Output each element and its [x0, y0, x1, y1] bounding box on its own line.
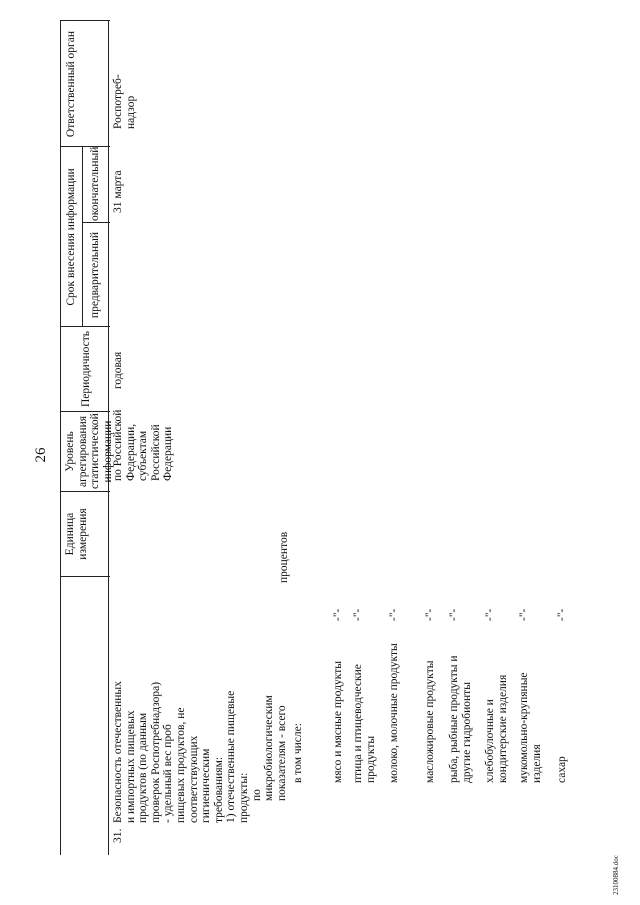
header-final: окончательный	[89, 146, 101, 221]
col-divider-3	[60, 411, 110, 412]
header-responsible: Ответственный орган	[65, 30, 77, 138]
item-label: птица и птицеводческие продукты	[352, 664, 377, 783]
list-item	[352, 643, 377, 783]
aggregation-value: по Российской Федерации, субъектам Российской Федерации	[112, 409, 175, 481]
list-item	[332, 643, 345, 783]
col-divider-2	[60, 491, 110, 492]
doc-reference: 23100884.doc	[612, 855, 620, 895]
list-item-unit: -"-	[388, 608, 400, 621]
item-label: мясо и мясные продукты	[332, 661, 344, 783]
indicator-incl: в том числе:	[292, 723, 305, 783]
list-item	[424, 633, 437, 783]
header-periodicity: Периодичность	[80, 330, 92, 408]
indicator-sub1: 1) отечественные пищевые продукты:	[225, 690, 250, 823]
unit-main: процентов	[278, 531, 290, 583]
responsible-value: Роспотреб-надзор	[112, 74, 137, 129]
header-unit: Единица измерения	[64, 508, 89, 560]
deadline-sub-border	[82, 147, 83, 327]
col-divider-7	[60, 20, 110, 21]
header-deadline: Срок внесения информации	[65, 168, 77, 306]
list-item-unit: -"-	[518, 608, 530, 621]
list-item-unit: -"-	[448, 608, 460, 621]
item-label: хлебобулочные и кондитерские изделия	[484, 674, 509, 783]
row-number: 31.	[112, 828, 124, 843]
col-divider-5	[83, 222, 110, 223]
header-preliminary: предварительный	[89, 231, 101, 319]
item-label: рыба, рыбные продукты и другие гидробионты	[448, 655, 473, 783]
item-label: молоко, молочные продукты	[388, 643, 400, 783]
page-number: 26	[33, 447, 49, 463]
list-item	[518, 643, 543, 783]
list-item-unit: -"-	[484, 608, 496, 621]
list-item-unit: -"-	[332, 608, 344, 621]
col-divider-4	[60, 326, 110, 327]
indicator-column	[112, 577, 305, 823]
header-aggregation: Уровень агрегирования статистической информации	[64, 413, 114, 489]
item-label: мукомольно-крупяные изделия	[518, 672, 543, 783]
list-item-unit: -"-	[424, 608, 436, 621]
list-item	[448, 643, 473, 783]
col-divider-1	[60, 576, 110, 577]
list-item-unit: -"-	[352, 608, 364, 621]
list-item	[388, 643, 401, 783]
periodicity-value: годовая	[112, 351, 124, 389]
indicator-text: Безопасность отечественных и импортных пищевых продуктов (по данным проверок Роспотребнадзора) - удельный вес проб пищевых продуктов, не соответствующих гигиеническим требованиям:	[112, 681, 225, 823]
list-item-unit: -"-	[556, 608, 568, 621]
col-divider-6	[60, 146, 110, 147]
list-item	[556, 643, 569, 783]
item-label: масложировые продукты	[424, 660, 436, 783]
list-item	[484, 643, 509, 783]
item-label: сахар	[556, 756, 568, 783]
final-deadline-value: 31 марта	[112, 170, 124, 213]
indicator-sub1a: по микробиологическим показателям - всего	[250, 695, 288, 801]
